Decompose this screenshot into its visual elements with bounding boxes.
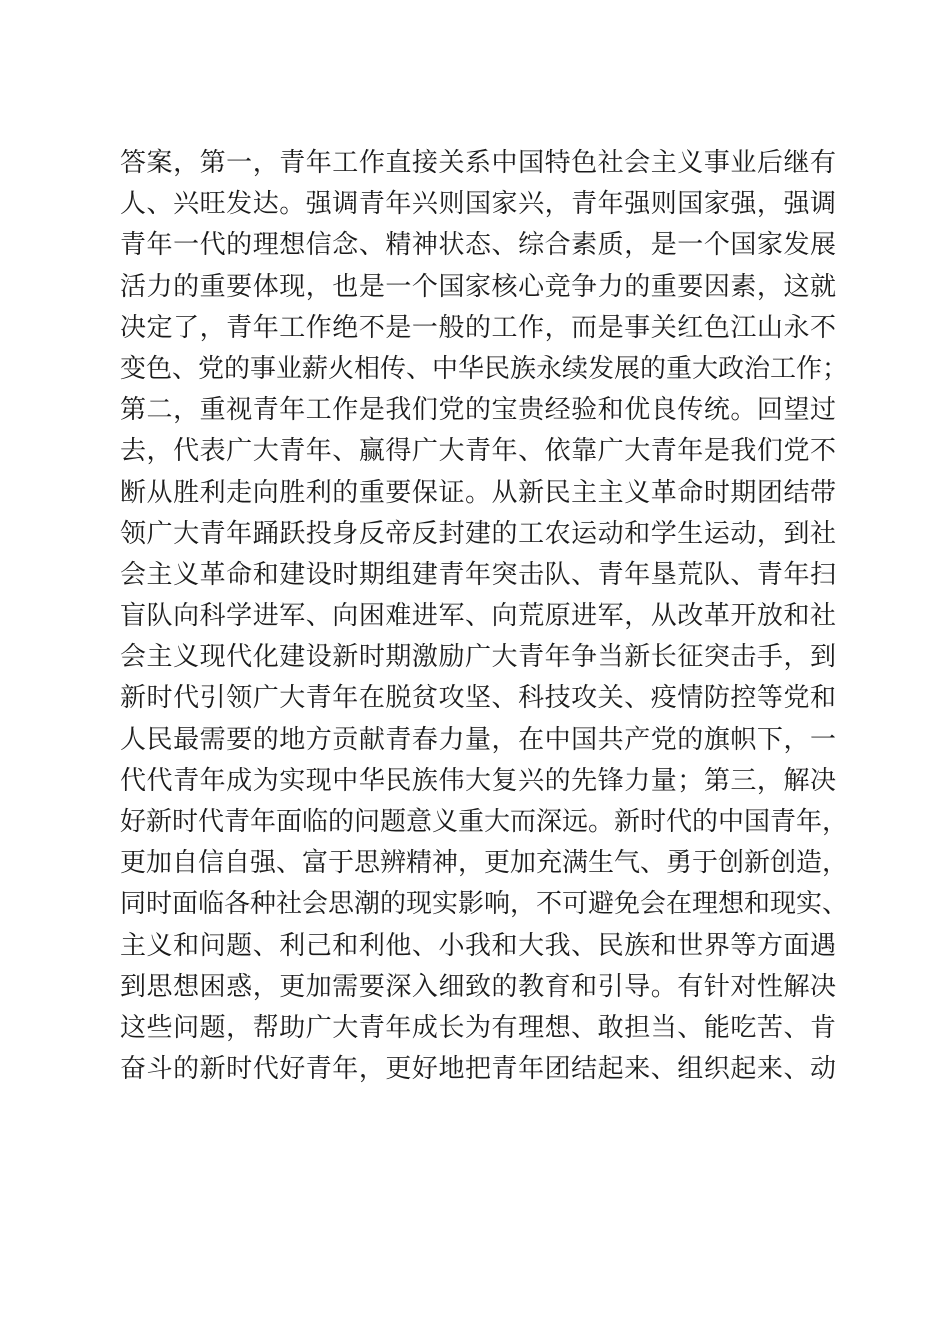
text-line: 青年一代的理想信念、精神状态、综合素质，是一个国家发展 <box>120 230 836 261</box>
text-line: 这些问题，帮助广大青年成长为有理想、敢担当、能吃苦、肯 <box>120 1012 836 1043</box>
text-line: 活力的重要体现，也是一个国家核心竞争力的重要因素，这就 <box>120 271 836 302</box>
text-line: 主义和问题、利己和利他、小我和大我、民族和世界等方面遇 <box>120 930 836 961</box>
text-line: 会主义革命和建设时期组建青年突击队、青年垦荒队、青年扫 <box>120 559 836 590</box>
text-line: 更加自信自强、富于思辨精神，更加充满生气、勇于创新创造， <box>120 848 849 879</box>
text-line: 好新时代青年面临的问题意义重大而深远。新时代的中国青年， <box>120 807 849 837</box>
text-line: 领广大青年踊跃投身反帝反封建的工农运动和学生运动，到社 <box>120 518 836 549</box>
text-line: 变色、党的事业薪火相传、中华民族永续发展的重大政治工作； <box>120 353 849 384</box>
text-line: 第二，重视青年工作是我们党的宝贵经验和优良传统。回望过 <box>120 395 836 426</box>
text-line: 人民最需要的地方贡献青春力量，在中国共产党的旗帜下，一 <box>120 724 836 755</box>
body-paragraph <box>120 143 849 1090</box>
text-line: 去，代表广大青年、赢得广大青年、依靠广大青年是我们党不 <box>120 436 836 467</box>
text-line: 代代青年成为实现中华民族伟大复兴的先锋力量；第三，解决 <box>120 765 836 796</box>
text-line: 到思想困惑，更加需要深入细致的教育和引导。有针对性解决 <box>120 971 836 1002</box>
text-line: 会主义现代化建设新时期激励广大青年争当新长征突击手，到 <box>120 642 836 673</box>
text-line: 决定了，青年工作绝不是一般的工作，而是事关红色江山永不 <box>120 312 836 343</box>
text-line: 答案，第一，青年工作直接关系中国特色社会主义事业后继有 <box>120 148 836 178</box>
text-line: 奋斗的新时代好青年，更好地把青年团结起来、组织起来、动 <box>120 1054 836 1085</box>
text-line: 同时面临各种社会思潮的现实影响，不可避免会在理想和现实、 <box>120 889 849 920</box>
text-line: 新时代引领广大青年在脱贫攻坚、科技攻关、疫情防控等党和 <box>120 683 836 714</box>
text-line: 人、兴旺发达。强调青年兴则国家兴，青年强则国家强，强调 <box>120 189 836 220</box>
text-line: 断从胜利走向胜利的重要保证。从新民主主义革命时期团结带 <box>120 477 836 508</box>
text-line: 盲队向科学进军、向困难进军、向荒原进军，从改革开放和社 <box>120 601 836 632</box>
